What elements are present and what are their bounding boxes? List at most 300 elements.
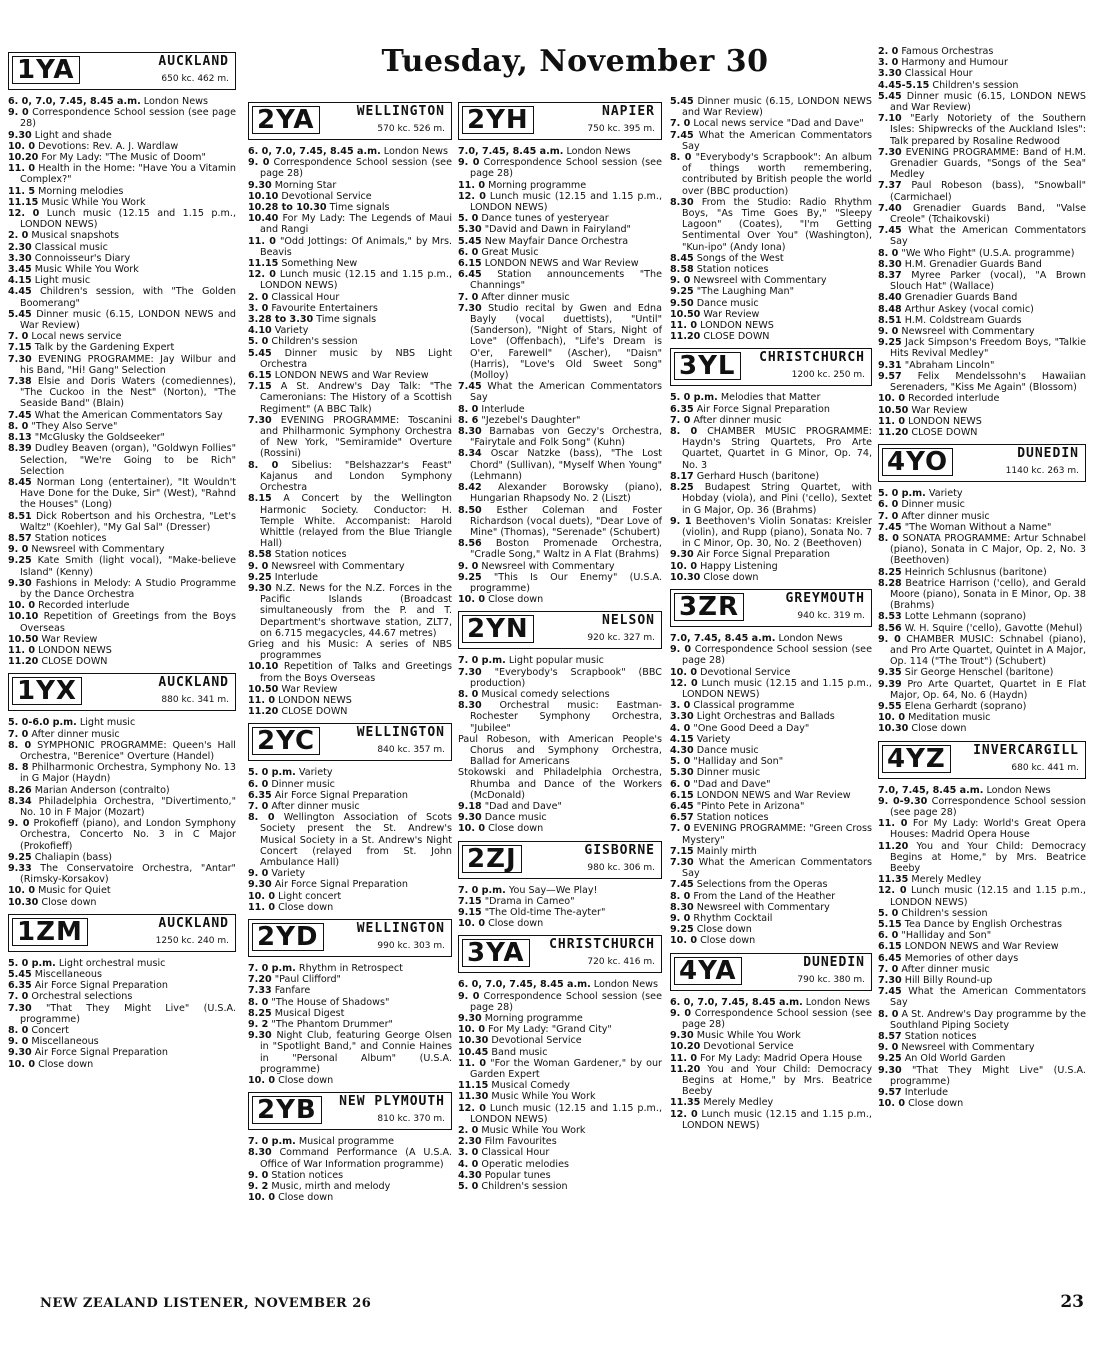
schedule-description: Air Force Signal Preparation: [34, 1047, 168, 1059]
station-header-2ya: [248, 102, 452, 140]
schedule-description: Musical programme: [298, 1136, 394, 1148]
schedule-entry: [878, 1065, 1086, 1087]
schedule-list: [8, 717, 236, 907]
schedule-entry: [458, 767, 662, 801]
schedule-time: 7.45: [878, 986, 902, 998]
schedule-description: Grenadier Guards Band: [904, 292, 1018, 304]
schedule-description: Dudley Beaven (organ), "Goldwyn Follies" Selection, "We're Going to be Rich" Selection: [20, 443, 236, 477]
schedule-entry: [670, 549, 872, 560]
station-frequency: 840 kc. 357 m.: [377, 745, 445, 756]
schedule-time: 8.34: [458, 448, 482, 460]
schedule-description: Devotional Service: [491, 1035, 582, 1047]
schedule-entry: [458, 991, 662, 1013]
schedule-time: 10.20: [670, 1041, 701, 1053]
schedule-time: 6. 0, 7.0, 7.45, 8.45 a.m.: [8, 96, 141, 107]
schedule-description: Station notices: [904, 1031, 977, 1043]
schedule-description: CLOSE DOWN: [281, 706, 348, 718]
schedule-time: 6.35: [670, 403, 694, 415]
schedule-entry: [670, 572, 872, 583]
schedule-time: 9.55: [878, 700, 902, 712]
schedule-time: 5.45: [8, 969, 32, 981]
schedule-entry: [670, 1097, 872, 1108]
schedule-time: 5. 0: [458, 1181, 479, 1193]
schedule-time: 7.10: [878, 113, 902, 125]
schedule-description: Meditation music: [908, 712, 991, 724]
schedule-time: 3.45: [8, 264, 32, 276]
schedule-description: Close down: [700, 935, 756, 947]
schedule-entry: [8, 600, 236, 611]
schedule-time: 10. 0: [878, 1098, 906, 1110]
schedule-entry: [8, 818, 236, 852]
schedule-description: Dance music: [696, 297, 759, 309]
station-call-sign: 2YB: [252, 1096, 322, 1124]
schedule-entry: [458, 1047, 662, 1058]
schedule-description: What the American Commentators Say: [34, 409, 223, 421]
schedule-time: 6.15: [458, 258, 482, 270]
schedule-time: 7. 0: [458, 291, 479, 303]
schedule-time: 8.45: [8, 476, 32, 488]
schedule-time: 11. 0: [8, 644, 36, 656]
schedule-entry: [458, 1091, 662, 1102]
schedule-description: Health in the Home: "Have You a Vitamin Complex?": [20, 163, 236, 186]
schedule-description: W. H. Squire ('cello), Gavotte (Mehul): [904, 622, 1083, 634]
schedule-time: 9.25: [248, 571, 272, 583]
schedule-entry: [8, 342, 236, 353]
schedule-time: 9.33: [8, 863, 32, 874]
schedule-entry: [878, 919, 1086, 930]
schedule-entry: [670, 678, 872, 700]
schedule-entry: [248, 891, 452, 902]
schedule-description: Newsreel with Commentary: [901, 1042, 1035, 1054]
schedule-description: Arthur Askey (vocal comic): [904, 303, 1034, 315]
schedule-time: 10. 0: [248, 1075, 276, 1087]
schedule-entry: [878, 953, 1086, 964]
schedule-entry: [878, 270, 1086, 292]
schedule-time: 6. 0, 7.0, 7.45, 8.45 a.m.: [670, 996, 803, 1008]
schedule-time: 8. 0: [670, 890, 691, 902]
station-city: AUCKLAND: [158, 675, 229, 691]
schedule-description: Paul Robeson, with American People's Chorus and Symphony Orchestra, Ballad for Americans: [458, 733, 662, 768]
schedule-description: London News: [986, 784, 1051, 796]
schedule-time: 9.30: [8, 1047, 32, 1059]
schedule-entry: [670, 711, 872, 722]
station-frequency: 790 kc. 380 m.: [797, 974, 865, 985]
schedule-time: 9. 0: [8, 1036, 29, 1048]
schedule-entry: [458, 1136, 662, 1147]
schedule-entry: [670, 96, 872, 118]
schedule-time: 11. 0: [458, 179, 486, 191]
schedule-time: 4.45-5.15: [878, 79, 930, 91]
schedule-entry: [248, 236, 452, 258]
schedule-description: Correspondence School session (see page 28): [890, 795, 1086, 818]
schedule-entry: [458, 157, 662, 179]
schedule-entry: [878, 1087, 1086, 1098]
schedule-description: Melodies that Matter: [720, 392, 821, 404]
schedule-entry: [878, 427, 1086, 438]
schedule-time: 8. 0: [8, 739, 32, 751]
schedule-entry: [670, 857, 872, 879]
schedule-entry: [248, 1192, 452, 1203]
schedule-description: H.M. Grenadier Guards Band: [904, 258, 1042, 270]
schedule-description: Devotional Service: [700, 666, 791, 678]
schedule-time: 11. 0: [8, 163, 36, 175]
schedule-entry: [8, 544, 236, 555]
schedule-entry: [8, 1047, 236, 1058]
schedule-time: 9. 0: [670, 913, 691, 924]
schedule-description: Local news service "Dad and Dave": [693, 118, 864, 130]
schedule-entry: [8, 762, 236, 784]
schedule-time: 3. 0: [458, 1147, 479, 1159]
schedule-description: Happy Listening: [700, 560, 778, 572]
schedule-time: 11.20: [8, 656, 39, 668]
schedule-time: 9. 0: [670, 644, 691, 656]
schedule-entry: [878, 337, 1086, 359]
schedule-entry: [8, 141, 236, 152]
schedule-description: Songs of the West: [696, 252, 784, 264]
schedule-time: 8.51: [8, 510, 32, 522]
schedule-description: Air Force Signal Preparation: [34, 980, 168, 992]
schedule-entry: [8, 186, 236, 197]
schedule-time: 9.25: [878, 337, 902, 349]
schedule-description: Variety: [271, 868, 306, 880]
schedule-entry: [878, 499, 1086, 510]
schedule-description: Lunch music (12.15 and 1.15 p.m., LONDON NEWS): [20, 208, 236, 231]
schedule-time: 8.45: [670, 252, 694, 264]
schedule-time: 4.15: [670, 733, 694, 745]
schedule-entry: [878, 304, 1086, 315]
schedule-entry: [8, 729, 236, 740]
schedule-entry: [670, 482, 872, 516]
station-call-sign: 2YH: [462, 106, 534, 134]
schedule-description: Newsreel with Commentary: [31, 544, 165, 556]
schedule-time: 11. 0: [248, 694, 276, 706]
schedule-entry: [248, 1019, 452, 1030]
schedule-description: SONATA PROGRAMME: Artur Schnabel (piano), Sonata in C Major, Op. 2, No. 3 (Beethoven): [890, 532, 1086, 567]
schedule-entry: [458, 303, 662, 381]
schedule-time: 9. 0: [248, 157, 270, 169]
schedule-entry: [670, 516, 872, 550]
schedule-description: From the Studio: Radio Rhythm Boys, "As Time Goes By," "Sleepy Lagoon" (Coates), "I'm Getting Sentimental Over You" (Washington), "Kun-ipo" (Andy Iona): [682, 196, 872, 253]
schedule-time: 7.0, 7.45, 8.45 a.m.: [670, 632, 776, 644]
schedule-time: 8. 0: [248, 996, 269, 1008]
schedule-time: 2.30: [458, 1136, 482, 1148]
station-frequency: 990 kc. 303 m.: [377, 941, 445, 951]
schedule-description: Musical Digest: [274, 1007, 345, 1019]
schedule-list: [670, 997, 872, 1131]
schedule-time: 8. 0: [248, 459, 279, 471]
schedule-entry: [248, 1075, 452, 1086]
schedule-time: 5. 0-6.0 p.m.: [8, 717, 77, 729]
schedule-description: War Review: [41, 633, 98, 645]
schedule-entry: [878, 796, 1086, 818]
schedule-time: 9. 2: [248, 1181, 269, 1193]
schedule-description: Lunch music (12.15 and 1.15 p.m., LONDON NEWS): [260, 269, 452, 292]
schedule-entry: [8, 432, 236, 443]
schedule-entry: [458, 292, 662, 303]
schedule-entry: [878, 248, 1086, 259]
schedule-time: 9.35: [878, 667, 902, 679]
schedule-description: "For the Woman Gardener," by our Garden Expert: [470, 1057, 662, 1081]
station-header-4yz: [878, 741, 1086, 779]
schedule-description: Mainly mirth: [696, 845, 757, 857]
schedule-description: Philadelphia Orchestra, "Divertimento," No. 10 in F Major (Mozart): [20, 795, 236, 818]
schedule-time: 9. 0: [248, 868, 269, 880]
schedule-description: Classical programme: [693, 700, 795, 712]
schedule-time: 8.58: [670, 264, 694, 276]
schedule-time: 9. 0: [458, 157, 480, 169]
schedule-description: Correspondence School session (see page 28): [20, 107, 236, 130]
station-city: INVERCARGILL: [973, 742, 1079, 758]
schedule-time: 9.30: [248, 582, 272, 594]
schedule-entry: [8, 533, 236, 544]
schedule-entry: [458, 918, 662, 929]
schedule-entry: [878, 1042, 1086, 1053]
schedule-entry: [8, 1003, 236, 1025]
schedule-description: After dinner music: [693, 414, 782, 426]
schedule-entry: [878, 818, 1086, 840]
schedule-entry: [878, 712, 1086, 723]
schedule-time: 6. 0: [878, 499, 899, 511]
schedule-entry: [878, 80, 1086, 91]
schedule-description: LONDON NEWS: [278, 694, 352, 706]
schedule-entry: [670, 902, 872, 913]
schedule-time: 9.30: [670, 1030, 694, 1042]
schedule-description: Miscellaneous: [34, 969, 102, 981]
station-header-4ya: [670, 953, 872, 991]
schedule-entry: [458, 896, 662, 907]
schedule-description: Film Favourites: [484, 1136, 557, 1148]
schedule-entry: [458, 404, 662, 415]
schedule-entry: [670, 913, 872, 924]
schedule-time: 5.45: [458, 235, 482, 247]
station-header-2yn: [458, 611, 662, 649]
schedule-description: Devotional Service: [703, 1041, 794, 1053]
schedule-entry: [8, 477, 236, 511]
schedule-entry: [878, 326, 1086, 337]
schedule-description: Repetition of Talks and Greetings from the Boys Overseas: [260, 661, 452, 684]
schedule-time: 9. 0: [248, 1169, 269, 1181]
schedule-description: Light concert: [278, 890, 342, 902]
schedule-entry: [458, 907, 662, 918]
schedule-description: Dinner music (6.15, LONDON NEWS and War Review): [20, 308, 236, 332]
schedule-time: 11.35: [878, 874, 909, 886]
schedule-time: 7.0, 7.45, 8.45 a.m.: [878, 784, 984, 796]
schedule-time: 8.25: [248, 1007, 272, 1019]
schedule-description: Budapest String Quartet, with Hobday (viola), and Pini ('cello), Sextet in G Major, Op. 36 (Brahms): [682, 482, 872, 516]
schedule-entry: [458, 1080, 662, 1091]
schedule-time: 10.30: [458, 1035, 489, 1047]
schedule-entry: [458, 448, 662, 482]
station-call-sign: 2YC: [252, 727, 320, 755]
schedule-time: 11. 0: [248, 901, 276, 913]
station-frequency: 1140 kc. 263 m.: [1005, 466, 1079, 477]
schedule-time: 11. 0: [670, 320, 698, 332]
schedule-description: A St. Andrew's Day Talk: "The Cameronians: The History of a Scottish Regiment" (A BBC Talk): [260, 381, 452, 415]
schedule-entry: [248, 974, 452, 985]
schedule-description: A St. Andrew's Day programme by the Southland Piping Society: [890, 1008, 1086, 1031]
schedule-entry: [878, 578, 1086, 612]
schedule-entry: [8, 376, 236, 410]
schedule-time: 6.45: [458, 269, 482, 281]
schedule-description: Children's session, with "The Golden Boomerang": [20, 286, 236, 309]
station-call-sign: 1YX: [12, 677, 82, 705]
schedule-entry: [670, 152, 872, 197]
schedule-description: London News: [593, 979, 658, 991]
schedule-time: 10.50: [670, 308, 701, 320]
schedule-list: [878, 488, 1086, 734]
schedule-time: 10. 0: [670, 560, 698, 572]
schedule-description: Beatrice Harrison ('cello), and Gerald Moore (piano), Sonata in E Minor, Op. 38 (Brahms): [890, 577, 1086, 612]
schedule-time: 3.30: [878, 68, 902, 80]
schedule-entry: [458, 1024, 662, 1035]
station-city: CHRISTCHURCH: [549, 937, 655, 953]
station-header-2zj: [458, 841, 662, 879]
schedule-description: "The Laughing Man": [696, 286, 795, 298]
schedule-entry: [458, 482, 662, 504]
schedule-time: 9.25: [8, 851, 32, 863]
schedule-description: Prokofieff (piano), and London Symphony Orchestra, Concerto No. 3 in C Major (Prokofieff): [20, 818, 236, 852]
schedule-description: "Early Notoriety of the Southern Isles: Shipwrecks of the Auckland Isles": Talk prepared by Rosaline Redwood: [890, 113, 1086, 147]
schedule-time: 7.45: [458, 381, 482, 393]
station-city: WELLINGTON: [356, 104, 445, 119]
schedule-entry: [670, 197, 872, 253]
schedule-description: Marian Anderson (contralto): [34, 784, 170, 796]
schedule-entry: [8, 969, 236, 980]
schedule-description: Close down: [38, 1058, 94, 1070]
schedule-time: 4.30: [670, 744, 694, 756]
schedule-time: 5. 0: [878, 907, 899, 919]
schedule-entry: [458, 505, 662, 539]
schedule-description: EVENING PROGRAMME: Toscanini and Philharmonic Symphony Orchestra of New York, "Semiramide" Overture (Rossini): [260, 414, 452, 460]
schedule-time: 5.45: [248, 347, 272, 359]
schedule-description: A Concert by the Wellington Harmonic Society. Conductor: H. Temple White. Accompanist: Harold Whittle (relayed from the Blue Triangle Hall): [260, 493, 452, 550]
schedule-description: EVENING PROGRAMME: "Green Cross Mystery": [682, 823, 872, 846]
schedule-entry: [248, 1008, 452, 1019]
schedule-description: Station notices: [696, 812, 769, 824]
schedule-entry: [458, 269, 662, 291]
schedule-entry: [8, 785, 236, 796]
column-2: [248, 96, 452, 1203]
schedule-entry: [670, 309, 872, 320]
schedule-description: "They Also Serve": [31, 420, 118, 432]
schedule-list: [458, 885, 662, 930]
schedule-entry: [8, 275, 236, 286]
schedule-time: 8. 0: [878, 1008, 899, 1020]
schedule-list: [248, 1136, 452, 1203]
schedule-time: 7. 0 p.m.: [248, 1136, 296, 1148]
schedule-description: For My Lady: The Legends of Maui and Rangi: [260, 213, 452, 236]
schedule-entry: [248, 258, 452, 269]
schedule-time: 9. 0: [458, 990, 480, 1002]
schedule-time: 9.30: [878, 1064, 902, 1076]
schedule-time: 10.30: [670, 571, 701, 583]
schedule-time: 8.25: [670, 482, 694, 494]
schedule-description: Close down: [278, 1192, 334, 1204]
schedule-entry: [670, 745, 872, 756]
station-frequency: 980 kc. 306 m.: [587, 862, 655, 873]
schedule-time: 8.30: [670, 196, 694, 208]
schedule-time: 10. 0: [458, 823, 486, 835]
schedule-entry: [878, 511, 1086, 522]
schedule-list: [878, 785, 1086, 1110]
schedule-entry: [248, 292, 452, 303]
schedule-time: 5.30: [670, 767, 694, 779]
schedule-description: Boston Promenade Orchestra, "Cradle Song," Waltz in A Flat (Brahms): [470, 538, 662, 561]
schedule-time: 8.53: [878, 611, 902, 623]
schedule-description: EVENING PROGRAMME: Band of H.M. Grenadier Guards, "Songs of the Sea" Medley: [890, 146, 1086, 181]
schedule-time: 10.40: [248, 213, 279, 225]
schedule-entry: [670, 801, 872, 812]
schedule-time: 11.15: [458, 1080, 489, 1092]
station-call-sign: 3YA: [462, 939, 530, 967]
schedule-entry: [8, 740, 236, 762]
schedule-description: Command Performance (A U.S.A. Office of War Information programme): [260, 1147, 452, 1170]
schedule-description: Music for Quiet: [38, 885, 111, 897]
schedule-description: "Odd Jottings: Of Animals," by Mrs. Beavis: [260, 235, 452, 258]
schedule-description: Interlude: [904, 1087, 948, 1099]
schedule-time: 7.15: [670, 845, 694, 857]
schedule-entry: [670, 286, 872, 297]
schedule-time: 6. 0: [878, 930, 899, 942]
schedule-time: 8.58: [248, 549, 272, 561]
schedule-time: 8. 6: [458, 414, 479, 426]
schedule-entry: [458, 213, 662, 224]
schedule-time: 7.30: [878, 146, 902, 158]
schedule-time: 9.30: [458, 812, 482, 824]
schedule-time: 9.30: [248, 179, 272, 191]
page-title: Tuesday, November 30: [381, 44, 769, 79]
schedule-description: Newsreel with Commentary: [696, 901, 830, 913]
schedule-entry: [670, 633, 872, 644]
schedule-time: 11. 0: [878, 818, 908, 830]
schedule-time: 10.30: [878, 723, 909, 735]
schedule-time: 12. 0: [458, 1102, 486, 1114]
schedule-time: 12. 0: [878, 885, 907, 897]
schedule-entry: [8, 309, 236, 331]
schedule-entry: [878, 225, 1086, 247]
schedule-entry: [248, 493, 452, 549]
schedule-entry: [458, 180, 662, 191]
schedule-entry: [458, 1125, 662, 1136]
schedule-entry: [878, 701, 1086, 712]
schedule-description: Light Orchestras and Ballads: [696, 711, 835, 723]
schedule-description: Newsreel with Commentary: [271, 560, 405, 572]
schedule-entry: [878, 68, 1086, 79]
schedule-description: Close down: [703, 571, 759, 583]
schedule-description: Correspondence School session (see page 28): [682, 1007, 872, 1031]
schedule-entry: [248, 706, 452, 717]
schedule-entry: [8, 107, 236, 129]
schedule-entry: [878, 941, 1086, 952]
schedule-description: Musical Comedy: [491, 1080, 570, 1092]
schedule-entry: [248, 1147, 452, 1169]
schedule-entry: [248, 661, 452, 683]
schedule-time: 10.10: [248, 190, 279, 202]
schedule-time: 8. 0: [458, 403, 479, 415]
schedule-description: Gerhard Husch (baritone): [696, 470, 820, 482]
schedule-entry: [878, 57, 1086, 68]
schedule-entry: [458, 561, 662, 572]
schedule-description: Elsie and Doris Waters (comediennes), "The Cuckoo in the Nest" (Norton), "The Seaside Band" (Blain): [20, 376, 236, 410]
schedule-time: 7.45: [878, 225, 902, 237]
schedule-description: London News: [143, 96, 208, 107]
schedule-entry: [248, 684, 452, 695]
schedule-description: London News: [778, 632, 843, 644]
schedule-time: 6.45: [670, 800, 694, 812]
schedule-entry: [670, 779, 872, 790]
schedule-description: Tea Dance by English Orchestras: [904, 919, 1062, 931]
schedule-time: 8.40: [878, 292, 902, 304]
